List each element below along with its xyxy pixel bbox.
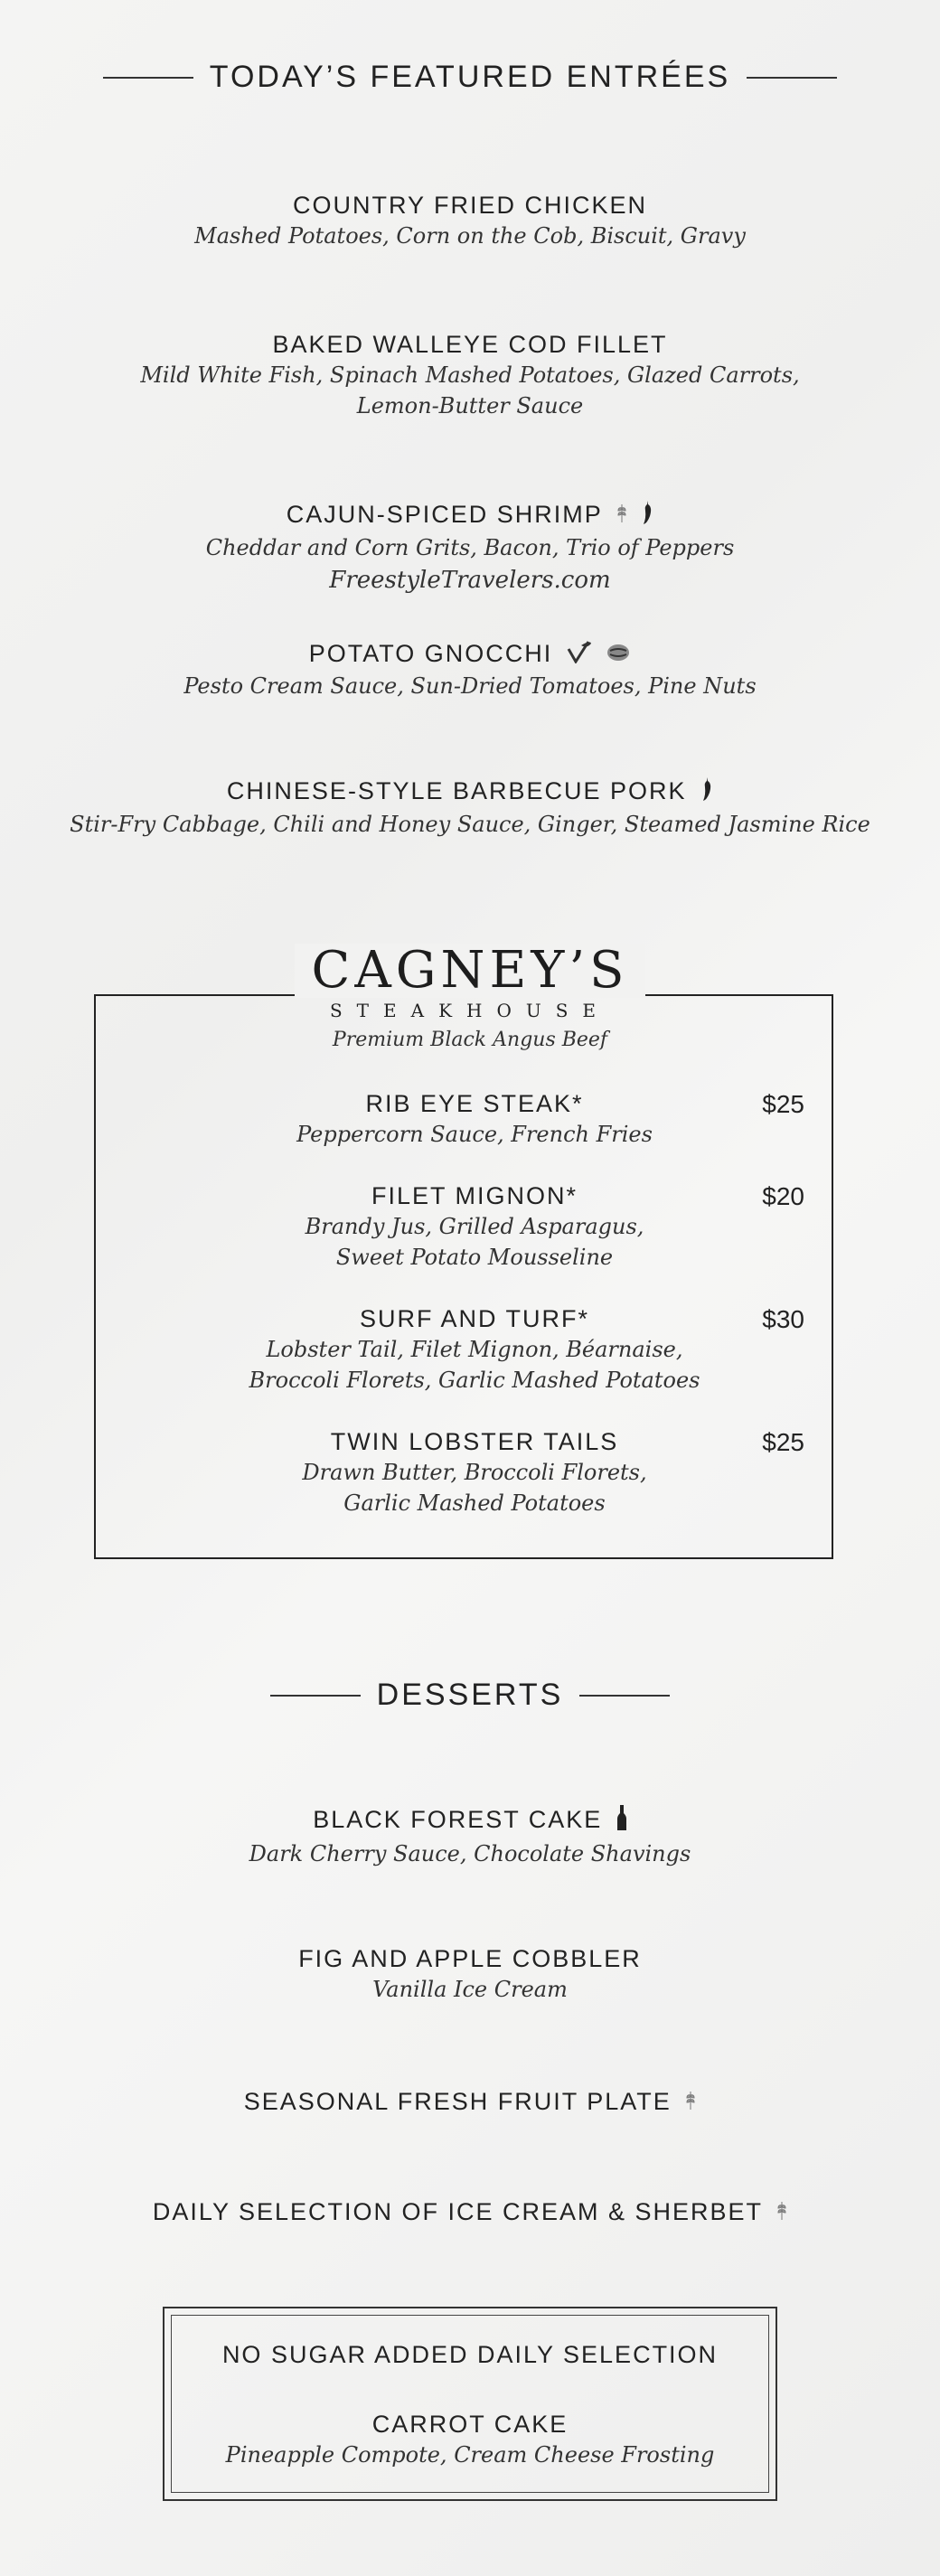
menu-item (0, 190, 940, 251)
item-desc: Lemon-Butter Sauce (356, 393, 584, 418)
item-desc: Lobster Tail, Filet Mignon, Béarnaise, (266, 1337, 683, 1362)
item-name-row (0, 776, 940, 809)
item-name-row (0, 499, 940, 532)
no-sugar-heading (0, 2339, 940, 2370)
no-sugar-heading-text: NO SUGAR ADDED DAILY SELECTION (221, 2341, 719, 2368)
no-sugar-box (163, 2307, 777, 2501)
desserts-heading (0, 1678, 940, 1713)
heading-rule (270, 1695, 361, 1697)
item-name: DAILY SELECTION OF ICE CREAM & SHERBET (152, 2198, 763, 2225)
dessert-item (0, 2086, 940, 2119)
item-desc: Sweet Potato Mousseline (335, 1245, 614, 1270)
item-desc: Dark Cherry Sauce, Chocolate Shavings (249, 1841, 691, 1866)
item-price: $25 (762, 1090, 804, 1118)
item-name: POTATO GNOCCHI (308, 640, 553, 667)
dessert-item (0, 2196, 940, 2229)
item-desc: Vanilla Ice Cream (372, 1977, 568, 2002)
menu-item (0, 329, 940, 421)
wine-bottle-icon (616, 1804, 627, 1838)
item-name-row (0, 1804, 940, 1838)
nut-icon (606, 640, 631, 671)
gluten-free-icon (685, 2088, 696, 2119)
item-name: CARROT CAKE (371, 2411, 569, 2438)
menu-item (0, 499, 940, 563)
featured-heading-text: TODAY’S FEATURED ENTRÉES (209, 60, 731, 94)
steak-item (208, 1180, 741, 1273)
item-price: $25 (762, 1428, 804, 1456)
item-name: FIG AND APPLE COBBLER (298, 1945, 642, 1972)
item-price: $20 (762, 1182, 804, 1210)
item-name: FILET MIGNON* (371, 1182, 578, 1209)
menu-item (0, 638, 940, 701)
brand-name: CAGNEY’S (295, 944, 644, 998)
spicy-pepper-icon (700, 776, 713, 809)
item-name-row (0, 2196, 940, 2229)
item-desc: Stir-Fry Cabbage, Chili and Honey Sauce, Ginger, Steamed Jasmine Rice (70, 811, 870, 837)
item-name-row (0, 638, 940, 671)
item-name: BAKED WALLEYE COD FILLET (272, 331, 668, 358)
brand-subtitle: STEAKHOUSE (329, 1000, 611, 1021)
item-name: SEASONAL FRESH FRUIT PLATE (243, 2088, 672, 2115)
watermark (0, 564, 940, 597)
vegetarian-icon (567, 640, 592, 671)
steak-item (208, 1088, 741, 1150)
item-desc: Pineapple Compote, Cream Cheese Frosting (225, 2442, 715, 2468)
desserts-heading-text: DESSERTS (376, 1678, 564, 1712)
dessert-item (0, 1943, 940, 2005)
item-desc: Drawn Butter, Broccoli Florets, (302, 1460, 647, 1485)
item-name: CHINESE-STYLE BARBECUE PORK (226, 777, 687, 804)
item-name: SURF AND TURF* (359, 1305, 590, 1332)
item-desc: Mashed Potatoes, Corn on the Cob, Biscuit, Gravy (194, 223, 746, 249)
item-price: $30 (762, 1305, 804, 1333)
item-name: RIB EYE STEAK* (365, 1090, 584, 1117)
item-desc: Brandy Jus, Grilled Asparagus, (305, 1214, 644, 1239)
spicy-pepper-icon (641, 500, 653, 532)
gluten-free-icon (616, 501, 627, 531)
gluten-free-icon (776, 2198, 787, 2229)
item-name: COUNTRY FRIED CHICKEN (292, 192, 648, 219)
heading-rule (579, 1695, 670, 1697)
item-name: CAJUN-SPICED SHRIMP (286, 501, 603, 528)
dessert-item (0, 2409, 940, 2470)
heading-rule (103, 77, 193, 79)
item-desc: Peppercorn Sauce, French Fries (296, 1122, 653, 1147)
item-name: BLACK FOREST CAKE (313, 1806, 603, 1834)
steak-item (208, 1303, 741, 1396)
item-name: TWIN LOBSTER TAILS (330, 1428, 619, 1455)
item-name-row (0, 2086, 940, 2119)
steakhouse-brand (0, 941, 940, 1051)
item-desc: Garlic Mashed Potatoes (343, 1490, 606, 1516)
steak-item (208, 1426, 741, 1518)
featured-heading (0, 60, 940, 95)
watermark-text: FreestyleTravelers.com (329, 567, 611, 594)
item-desc: Cheddar and Corn Grits, Bacon, Trio of Peppers (205, 534, 735, 560)
item-desc: Mild White Fish, Spinach Mashed Potatoes, Glazed Carrots, (140, 362, 800, 388)
dessert-item (0, 1804, 940, 1869)
item-desc: Broccoli Florets, Garlic Mashed Potatoes (249, 1368, 700, 1393)
item-desc: Pesto Cream Sauce, Sun-Dried Tomatoes, Pine Nuts (183, 672, 757, 699)
heading-rule (747, 77, 837, 79)
menu-item (0, 776, 940, 840)
brand-tagline: Premium Black Angus Beef (332, 1029, 608, 1051)
